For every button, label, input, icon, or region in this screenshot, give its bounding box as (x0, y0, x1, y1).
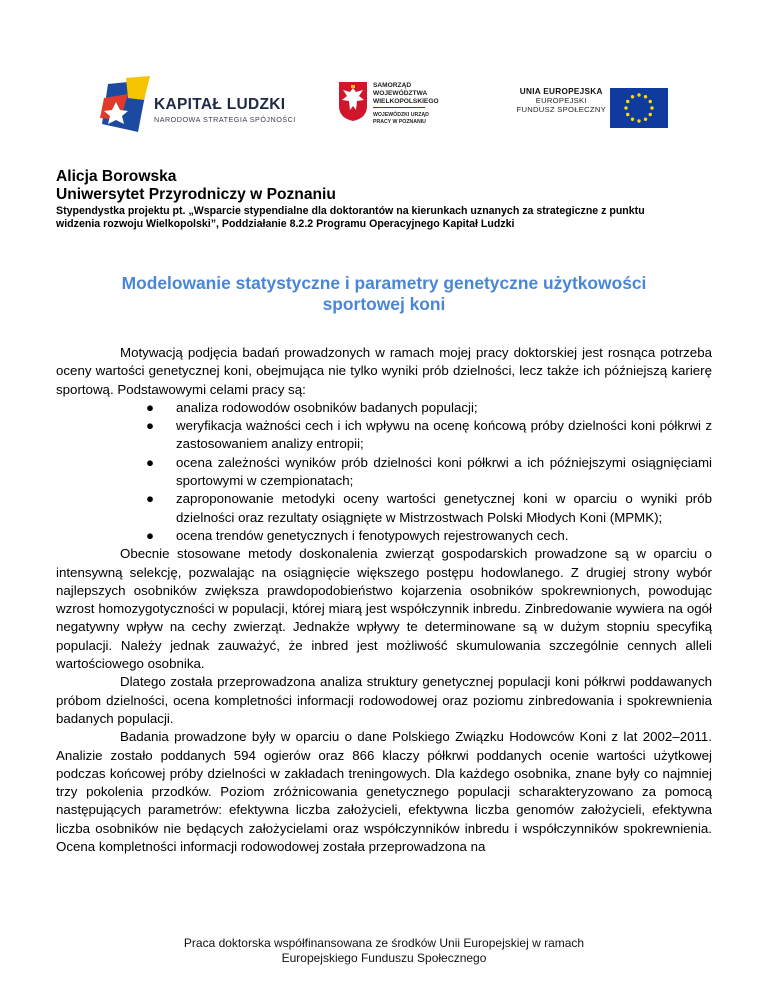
list-item (56, 490, 712, 527)
eu-star (626, 113, 629, 116)
eu-title: UNIA EUROPEJSKA (519, 87, 603, 96)
eu-star (624, 106, 627, 109)
bullet-icon: ● (146, 491, 155, 507)
kapital-ludzki-subtitle: NARODOWA STRATEGIA SPÓJNOŚCI (154, 115, 296, 124)
document-title: Modelowanie statystyczne i parametry genetyczne użytkowości sportowej koni (121, 273, 647, 314)
wielkopolska-office: WOJEWÓDZKI URZĄD PRACY W POZNANIU (373, 112, 429, 125)
bullet-icon: ● (146, 527, 155, 543)
list-item (56, 527, 712, 545)
eu-star (649, 100, 652, 103)
eu-star (626, 100, 629, 103)
eu-star (637, 119, 640, 122)
list-item-text: ocena trendów genetycznych i fenotypowych rejestrowanych cech. (176, 527, 569, 543)
eu-text-block (517, 87, 606, 114)
scholarship-note: Stypendystka projektu pt. „Wsparcie stypendialne dla doktorantów na kierunkach uznanych za strategiczne z punktu widzenia rozwoju Wielkopolski”, Poddziałanie 8.2.2 Programu Operacyjnego Kapitał Ludzki (56, 205, 645, 231)
eu-flag-icon (610, 88, 668, 128)
kapital-ludzki-logo (98, 74, 298, 138)
eu-logo (490, 82, 665, 142)
university-name: Uniwersytet Przyrodniczy w Poznaniu (56, 186, 336, 203)
eu-fund-line2: FUNDUSZ SPOŁECZNY (516, 105, 606, 114)
wielkopolska-name: SAMORZĄD WOJEWÓDZTWA WIELKOPOLSKIEGO (373, 82, 439, 105)
bullet-icon: ● (146, 454, 155, 470)
wielkopolska-eagle-shield-icon (337, 80, 369, 122)
page-footer (0, 936, 768, 966)
eu-star (649, 113, 652, 116)
intro-paragraph: Motywacją podjęcia badań prowadzonych w ramach mojej pracy doktorskiej jest rosnąca potrzeba oceny wartości genetycznej koni, obejmująca nie tylko wyniki prób dzielności, lecz także ich późniejszą karierę sportową. Podstawowymi celami pracy są: (56, 345, 712, 397)
kapital-ludzki-title: KAPITAŁ LUDZKI (154, 96, 286, 113)
eu-star (631, 95, 634, 98)
paragraph-selection: Obecnie stosowane metody doskonalenia zwierząt gospodarskich prowadzone są w oparciu o intensywną selekcję, pozwalając na osiągnięcie większego postępu hodowlanego. Z drugiej strony wybór najlepszych osobników zwiększa prawdopodobieństwo kojarzenia osobników spokrewnionych, powodując wzrost homozygotyczności w populacji, której miarą jest współczynnik inbredu. Zinbredowanie wywiera na ogół negatywny wpływ na cechy zwierząt. Jednakże wpływy te determinowane są w dużym stopniu specyfiką populacji. Należy jednak zauważyć, że inbred jest możliwość skumulowania szczególnie cennych alleli wartościowego osobnika. (56, 546, 712, 672)
document-body (56, 344, 712, 856)
eu-star (650, 106, 653, 109)
bullet-icon: ● (146, 418, 155, 434)
list-item-text: ocena zależności wyników prób dzielności koni półkrwi a ich późniejszymi osiągnięciami sportowymi w czempionatach; (176, 454, 712, 489)
eu-star (644, 95, 647, 98)
list-item-text: weryfikacja ważności cech i ich wpływu na ocenę końcową próby dzielności koni półkrwi z zastosowaniem analizy entropii; (176, 418, 712, 452)
wielkopolska-divider (373, 107, 425, 108)
list-item-text: analiza rodowodów osobników badanych populacji; (176, 399, 478, 415)
list-item (56, 454, 712, 491)
kapital-ludzki-emblem-icon (98, 74, 154, 138)
wielkopolska-logo (337, 80, 477, 140)
aims-list (56, 399, 712, 545)
eu-fund-line1: EUROPEJSKI (535, 96, 587, 105)
footer-line1: Praca doktorska współfinansowana ze środków Unii Europejskiej w ramach (183, 936, 585, 950)
eu-star (637, 93, 640, 96)
eu-star (631, 118, 634, 121)
bullet-icon: ● (146, 399, 155, 415)
paragraph-methods: Badania prowadzone były w oparciu o dane Polskiego Związku Hodowców Koni z lat 2002–2011. Analizie zostało poddanych 594 ogierów oraz 866 klaczy półkrwi poddanych ocenie wartości użytkowej podczas końcowej próby dzielności w zakładach treningowych. Dla każdego osobnika, znane były co najmniej trzy pokolenia przodków. Poziom zróżnicowania genetycznego populacji scharakteryzowano za pomocą następujących parametrów: efektywna liczba założycieli, efektywna liczba genomów założycieli, efektywna liczba osobników nie będących założycielami oraz współczynników inbredu i współczynników spokrewnienia. Ocena kompletności informacji rodowodowej została przeprowadzona na (56, 729, 712, 855)
author-name: Alicja Borowska (56, 168, 177, 185)
list-item (56, 417, 712, 454)
logo-strip (0, 70, 768, 150)
list-item (56, 399, 712, 417)
footer-line2: Europejskiego Funduszu Społecznego (281, 951, 487, 965)
eu-star (644, 118, 647, 121)
paragraph-analysis: Dlatego została przeprowadzona analiza struktury genetycznej populacji koni półkrwi poddawanych próbom dzielności, ocena kompletności informacji rodowodowej oraz poziomu zinbredowania i spokrewnienia badanych populacji. (56, 674, 712, 726)
list-item-text: zaproponowanie metodyki oceny wartości genetycznej koni w oparciu o wyniki prób dzielności oraz rezultaty osiągnięte w Mistrzostwach Polski Młodych Koni (MPMK); (176, 491, 712, 525)
